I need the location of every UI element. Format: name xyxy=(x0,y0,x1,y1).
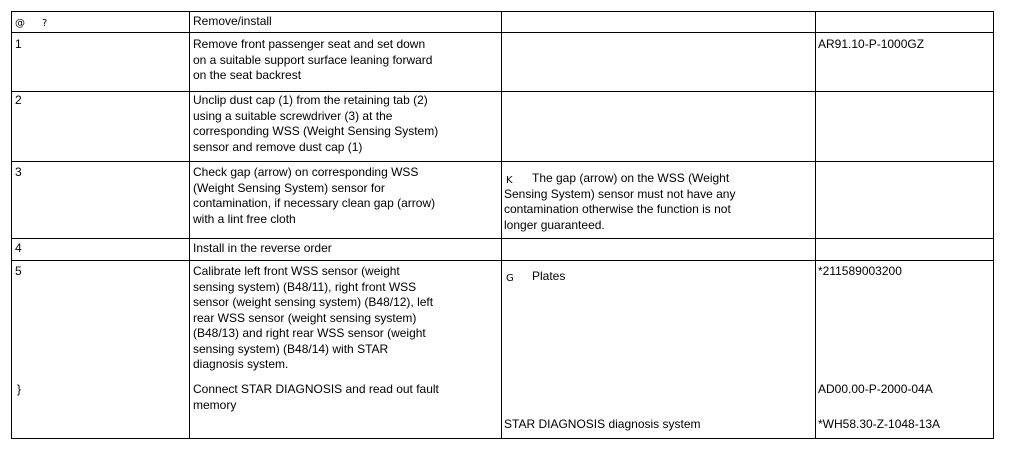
header-symbol-at: @ xyxy=(15,18,25,29)
note-symbol: G xyxy=(506,273,514,284)
row-divider xyxy=(12,238,993,239)
step-action: Calibrate left front WSS sensor (weight sensing system) (B48/11), right front WSS sensor (weight sensing system) (B48/12), left rear WSS sensor (weight sensing system) (B48/13) and right rear WSS sensor (weight sensing system) (B48/14) with STAR diagnosis system. xyxy=(193,264,434,371)
step-action: Install in the reverse order xyxy=(193,241,332,255)
step-number: 2 xyxy=(15,93,22,107)
row-divider xyxy=(12,32,993,33)
header-remove-install: Remove/install xyxy=(193,14,272,28)
row-divider xyxy=(12,260,993,261)
tool-name: STAR DIAGNOSIS diagnosis system xyxy=(504,417,701,431)
step-number: 4 xyxy=(15,241,22,255)
column-divider xyxy=(815,12,816,438)
column-divider xyxy=(501,12,502,438)
note-text: Plates xyxy=(532,269,566,283)
step-number: 5 xyxy=(15,264,22,278)
step-action: Unclip dust cap (1) from the retaining tab (2) using a suitable screwdriver (3) at the corresponding WSS (Weight Sensing System) sensor and remove dust cap (1) xyxy=(193,93,439,154)
reference-code: AD00.00-P-2000-04A xyxy=(818,382,933,396)
step-number: } xyxy=(17,382,22,396)
reference-code: AR91.10-P-1000GZ xyxy=(818,37,925,51)
row-divider xyxy=(12,161,993,162)
row-divider xyxy=(12,91,993,92)
step-action: Remove front passenger seat and set down on a suitable support surface leaning forward on the seat backrest xyxy=(193,37,433,82)
header-symbol-question: ? xyxy=(42,18,48,29)
tool-reference-code: *WH58.30-Z-1048-13A xyxy=(818,417,941,431)
procedure-table xyxy=(11,11,994,439)
note-text: The gap (arrow) on the WSS (Weight Sensing System) sensor must not have any contamination otherwise the function is not longer guaranteed. xyxy=(504,171,736,232)
column-divider xyxy=(189,12,190,438)
reference-code: *211589003200 xyxy=(818,264,902,278)
step-action: Connect STAR DIAGNOSIS and read out fault memory xyxy=(193,382,439,412)
step-number: 3 xyxy=(15,165,22,179)
step-action: Check gap (arrow) on corresponding WSS (Weight Sensing System) sensor for contamination, if necessary clean gap (arrow) with a lint free cloth xyxy=(193,165,436,226)
note-symbol: K xyxy=(506,175,513,186)
step-number: 1 xyxy=(15,37,22,51)
